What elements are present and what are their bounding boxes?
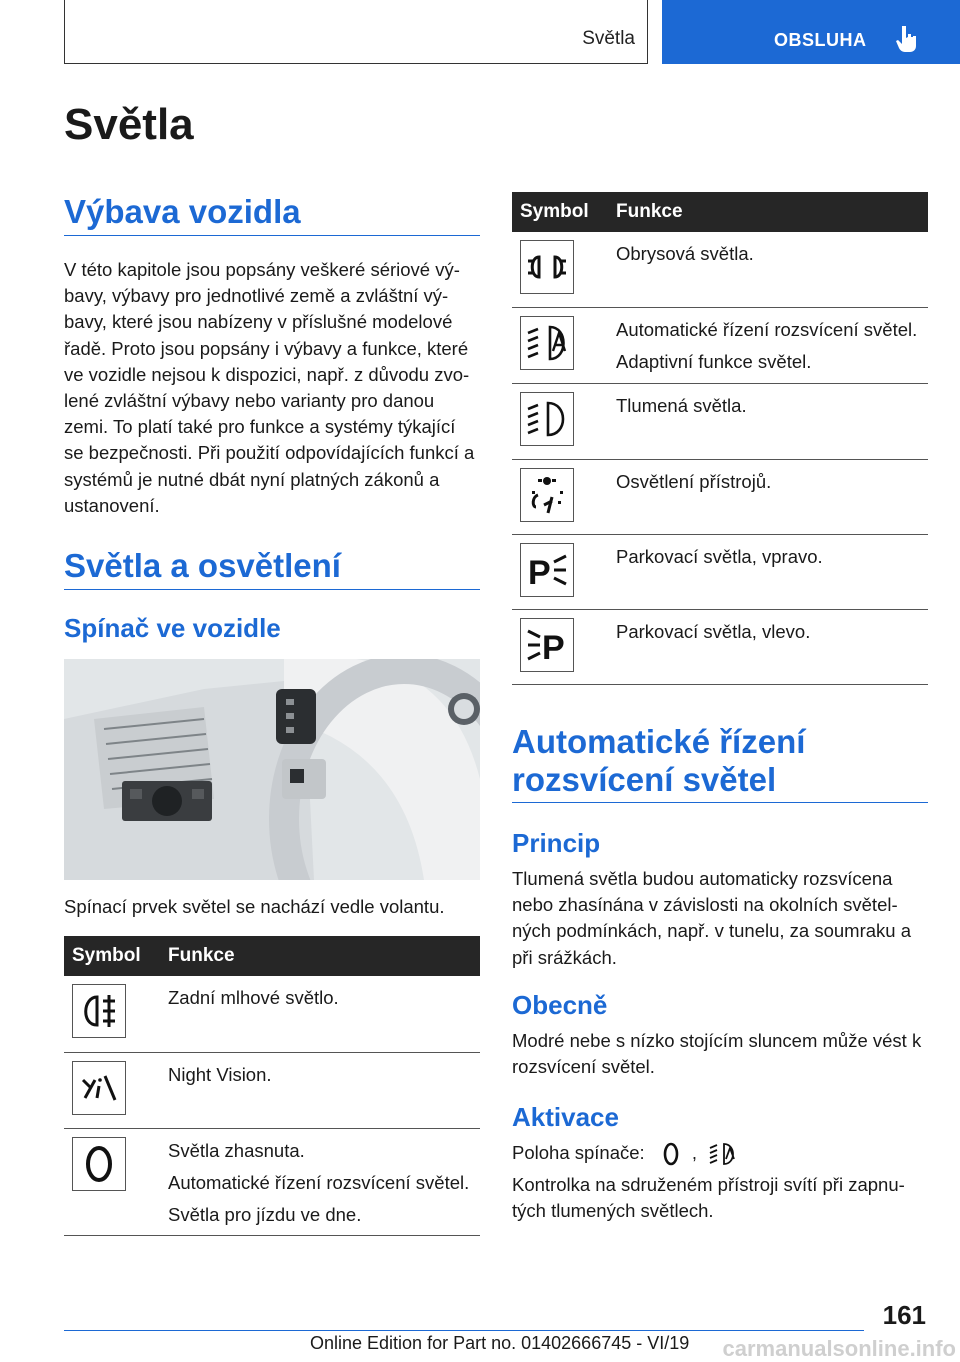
paragraph-activation: Kontrolka na sdruženém přístroji svítí při zapnu-tých tlumených světlech. bbox=[512, 1174, 905, 1222]
heading-activation: Aktivace bbox=[512, 1102, 619, 1132]
function-text: Světla pro jízdu ve dne. bbox=[168, 1203, 362, 1225]
symbol-table-right bbox=[512, 192, 928, 685]
function-text: Parkovací světla, vpravo. bbox=[616, 545, 823, 567]
table-row bbox=[64, 976, 480, 1052]
function-text: Night Vision. bbox=[168, 1063, 272, 1085]
heading-general: Obecně bbox=[512, 990, 608, 1020]
column-header-function: Funkce bbox=[160, 936, 480, 976]
light-switch-photo bbox=[64, 659, 480, 880]
watermark: carmanualsonline.info bbox=[722, 1336, 956, 1361]
svg-text:P: P bbox=[528, 553, 551, 592]
table-row bbox=[512, 459, 928, 534]
function-text: Světla zhasnuta. bbox=[168, 1139, 305, 1161]
header-chapter-label: OBSLUHA bbox=[774, 30, 867, 50]
function-text: Obrysová světla. bbox=[616, 243, 754, 264]
parking-light-right-icon bbox=[520, 543, 574, 597]
function-text: Tlumená světla. bbox=[616, 394, 747, 416]
function-text: Automatické řízení rozsvícení světel. bbox=[168, 1171, 470, 1193]
photo-caption: Spínací prvek světel se nachází vedle volantu. bbox=[64, 896, 445, 917]
symbol-table-left bbox=[64, 936, 480, 1236]
function-text: Adaptivní funkce světel. bbox=[616, 350, 812, 372]
header-section-box bbox=[64, 0, 648, 64]
paragraph-general: Modré nebe s nízko stojícím sluncem může vést k rozsvícení světel. bbox=[512, 1030, 922, 1078]
hand-pointer-icon bbox=[896, 24, 918, 52]
header-chapter-tab[interactable] bbox=[662, 0, 960, 64]
night-vision-icon bbox=[72, 1061, 126, 1115]
column-header-symbol: Symbol bbox=[512, 192, 608, 232]
activation-prefix: Poloha spínače: bbox=[512, 1142, 645, 1163]
page-number: 161 bbox=[882, 1300, 926, 1330]
heading-principle: Princip bbox=[512, 828, 601, 858]
automatic-headlight-icon bbox=[520, 316, 574, 370]
table-row bbox=[512, 534, 928, 609]
footer-divider bbox=[64, 1330, 864, 1331]
heading-vehicle-equipment: Výbava vozidla bbox=[64, 192, 480, 236]
function-text: Osvětlení přístrojů. bbox=[616, 470, 772, 492]
heading-switch-in-vehicle: Spínač ve vozidle bbox=[64, 613, 281, 643]
heading-line: Automatické řízení bbox=[512, 723, 806, 760]
lights-off-icon bbox=[72, 1137, 126, 1191]
function-text: Automatické řízení rozsvícení světel. bbox=[616, 318, 918, 340]
table-row bbox=[512, 383, 928, 459]
svg-text:P: P bbox=[542, 628, 565, 667]
lights-off-icon bbox=[656, 1140, 686, 1168]
automatic-headlight-icon bbox=[708, 1140, 738, 1168]
paragraph-principle: Tlumená světla budou automaticky rozsvícena nebo zhasínána v závislosti na okolních světel-ných podmínkách, např. v tunelu, za soumraku a při srážkách. bbox=[512, 868, 911, 968]
column-header-symbol: Symbol bbox=[64, 936, 160, 976]
paragraph-activation-position bbox=[512, 1140, 928, 1168]
function-text: Parkovací světla, vlevo. bbox=[616, 620, 811, 642]
table-row bbox=[512, 609, 928, 684]
page-title: Světla bbox=[64, 100, 194, 149]
parking-light-left-icon bbox=[520, 618, 574, 672]
column-header-function: Funkce bbox=[608, 192, 928, 232]
table-row bbox=[64, 1128, 480, 1235]
instrument-lighting-icon bbox=[520, 468, 574, 522]
function-text: Zadní mlhové světlo. bbox=[168, 987, 339, 1008]
side-lights-icon bbox=[520, 240, 574, 294]
table-row bbox=[512, 307, 928, 383]
heading-line: rozsvícení světel bbox=[512, 761, 777, 798]
table-row bbox=[512, 232, 928, 307]
table-row bbox=[64, 1052, 480, 1128]
paragraph-vehicle-equipment: V této kapitole jsou popsány veškeré sériové vý-bavy, výbavy pro jednotlivé země a zvláštní vý-bavy, které jsou nabízeny v příslušné modelové řadě. Proto jsou popsány i výbavy a funkce, které ve vozidle nejsou k dispozici, např. z důvodu zvo-lené zvláštní výbavy nebo varianty pro danou zemi. To platí také pro funkce a systémy týkající se bezpečnosti. Při použití odpovídajících funkcí a systémů je nutné dbát nyní platných zákonů a ustanovení. bbox=[64, 259, 475, 516]
activation-separator: , bbox=[691, 1142, 697, 1163]
heading-lights-and-lighting: Světla a osvětlení bbox=[64, 546, 480, 590]
rear-fog-light-icon bbox=[72, 984, 126, 1038]
heading-automatic-headlight-control bbox=[512, 723, 928, 803]
header-section-title: Světla bbox=[582, 28, 635, 49]
low-beam-icon bbox=[520, 392, 574, 446]
footer-edition: Online Edition for Part no. 01402666745 - VI/19 bbox=[310, 1333, 690, 1353]
